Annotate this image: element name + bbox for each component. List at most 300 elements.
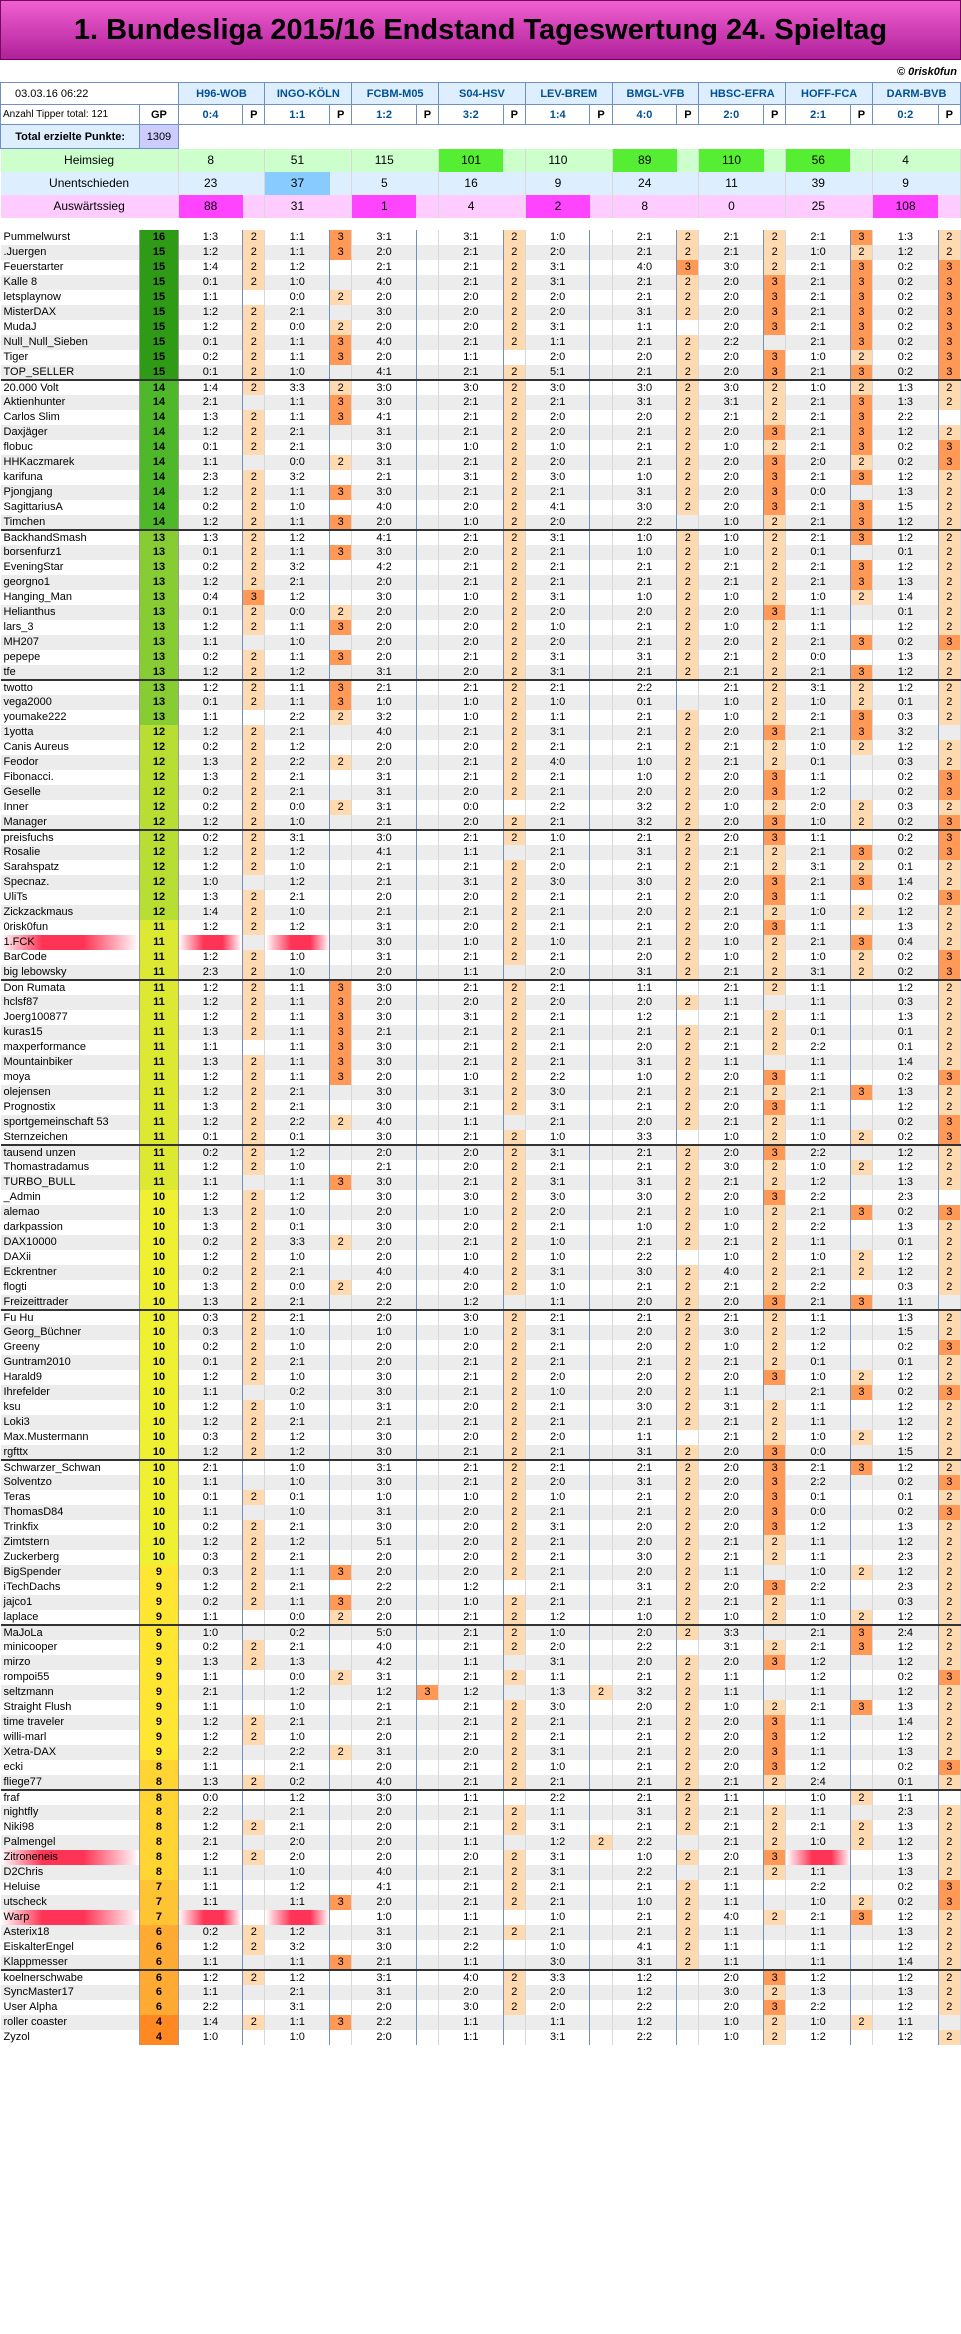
points-value bbox=[330, 635, 352, 650]
tip-value: 2:0 bbox=[352, 1280, 417, 1295]
points-value bbox=[590, 305, 612, 320]
tip-value: 1:0 bbox=[612, 1610, 677, 1625]
points-value bbox=[590, 1400, 612, 1415]
points-value bbox=[590, 1745, 612, 1760]
points-value: 2 bbox=[677, 1820, 699, 1835]
points-value: 3 bbox=[330, 980, 352, 995]
points-value bbox=[416, 1475, 438, 1490]
points-value bbox=[330, 785, 352, 800]
tip-value: 1:4 bbox=[873, 590, 939, 605]
points-value: 2 bbox=[850, 380, 872, 395]
tipper-name: 0risk0fun bbox=[1, 920, 140, 935]
points-value: 2 bbox=[764, 710, 786, 725]
tipper-name: roller coaster bbox=[1, 2015, 140, 2030]
points-value: 2 bbox=[938, 1640, 960, 1655]
tip-value: 3:0 bbox=[352, 935, 417, 950]
table-row bbox=[1, 620, 961, 635]
points-value: 2 bbox=[764, 1025, 786, 1040]
tip-value: 2:1 bbox=[612, 1145, 677, 1160]
points-value bbox=[330, 305, 352, 320]
points-value: 2 bbox=[503, 530, 525, 545]
points-value bbox=[590, 1580, 612, 1595]
points-value: 2 bbox=[764, 2030, 786, 2045]
table-row bbox=[1, 800, 961, 815]
gap-cell bbox=[352, 218, 417, 230]
tip-value: 0:2 bbox=[873, 950, 939, 965]
points-value: 2 bbox=[764, 1205, 786, 1220]
gp-value: 12 bbox=[140, 845, 178, 860]
points-value bbox=[677, 2000, 699, 2015]
points-value: 3 bbox=[764, 1580, 786, 1595]
tip-value: 3:0 bbox=[699, 1985, 764, 2000]
points-value bbox=[590, 1130, 612, 1145]
tip-value: 1:3 bbox=[873, 650, 939, 665]
points-value bbox=[590, 665, 612, 680]
tip-value: 0:0 bbox=[786, 650, 851, 665]
stat-row bbox=[1, 149, 961, 172]
tip-value: 2:1 bbox=[525, 1115, 590, 1130]
gp-value: 9 bbox=[140, 1745, 178, 1760]
tip-value: 0:1 bbox=[786, 545, 851, 560]
table-row bbox=[1, 1670, 961, 1685]
points-value bbox=[590, 1925, 612, 1940]
tip-value: 1:2 bbox=[873, 1535, 939, 1550]
tip-value: 1:2 bbox=[178, 320, 243, 335]
tip-value: 1:3 bbox=[178, 1775, 243, 1790]
gp-value: 15 bbox=[140, 365, 178, 380]
gp-value: 14 bbox=[140, 380, 178, 395]
points-value bbox=[850, 1955, 872, 1970]
tip-value: 1:0 bbox=[352, 1490, 417, 1505]
tip-value: 2:2 bbox=[786, 1220, 851, 1235]
points-value bbox=[416, 1730, 438, 1745]
tip-value: 3:1 bbox=[612, 1805, 677, 1820]
points-value bbox=[590, 1430, 612, 1445]
tip-value: 1:0 bbox=[352, 1325, 417, 1340]
table-row bbox=[1, 860, 961, 875]
tipper-name: User Alpha bbox=[1, 2000, 140, 2015]
points-value: 2 bbox=[243, 1730, 265, 1745]
tip-value: 3:0 bbox=[352, 1520, 417, 1535]
tip-value: 1:3 bbox=[178, 770, 243, 785]
tip-value: 2:1 bbox=[265, 1265, 330, 1280]
tip-value: 1:2 bbox=[873, 1835, 939, 1850]
gp-value: 8 bbox=[140, 1820, 178, 1835]
tip-value: 2:1 bbox=[525, 575, 590, 590]
tip-value: 2:1 bbox=[612, 1205, 677, 1220]
tip-value: 3:1 bbox=[525, 1175, 590, 1190]
tip-value: 2:1 bbox=[265, 1550, 330, 1565]
points-value bbox=[330, 1445, 352, 1460]
tip-value: 2:1 bbox=[699, 905, 764, 920]
points-value bbox=[416, 1355, 438, 1370]
tip-value: 2:0 bbox=[699, 500, 764, 515]
tip-value: 1:2 bbox=[873, 680, 939, 695]
tip-value: 1:2 bbox=[786, 785, 851, 800]
tip-value: 1:0 bbox=[786, 380, 851, 395]
points-value bbox=[416, 305, 438, 320]
tip-value: 2:1 bbox=[525, 1925, 590, 1940]
tip-value: 1:2 bbox=[873, 1145, 939, 1160]
points-value bbox=[416, 1430, 438, 1445]
points-value: 2 bbox=[938, 530, 960, 545]
table-row bbox=[1, 1850, 961, 1865]
tipper-name: Heluise bbox=[1, 1880, 140, 1895]
points-value bbox=[590, 890, 612, 905]
tip-value: 2:2 bbox=[439, 1940, 504, 1955]
points-value bbox=[330, 725, 352, 740]
tip-value: 2:2 bbox=[265, 1115, 330, 1130]
tip-value: 2:1 bbox=[525, 1340, 590, 1355]
gp-value: 10 bbox=[140, 1340, 178, 1355]
tipper-name: pepepe bbox=[1, 650, 140, 665]
tip-value: 2:1 bbox=[525, 1460, 590, 1475]
tip-value: 0:0 bbox=[439, 800, 504, 815]
tip-value: 2:2 bbox=[786, 1040, 851, 1055]
points-value bbox=[590, 1910, 612, 1925]
tip-value: 3:0 bbox=[525, 470, 590, 485]
points-value: 2 bbox=[677, 1805, 699, 1820]
tip-value: 2:2 bbox=[786, 1880, 851, 1895]
tip-value: 0:3 bbox=[873, 1595, 939, 1610]
tip-value: 0:2 bbox=[873, 320, 939, 335]
tip-value: 2:0 bbox=[699, 1745, 764, 1760]
tip-value: 3:1 bbox=[439, 230, 504, 245]
match-result: 1:1 bbox=[265, 105, 330, 125]
points-value: 2 bbox=[677, 1760, 699, 1775]
points-value bbox=[677, 515, 699, 530]
gp-value: 11 bbox=[140, 1025, 178, 1040]
points-value: 2 bbox=[938, 1910, 960, 1925]
tip-value: 1:3 bbox=[265, 1655, 330, 1670]
tip-value: 2:0 bbox=[699, 1100, 764, 1115]
tip-value: 1:1 bbox=[178, 1040, 243, 1055]
gap-cell bbox=[503, 218, 525, 230]
tip-value: 2:0 bbox=[699, 470, 764, 485]
tip-value: 1:1 bbox=[265, 680, 330, 695]
tip-value: 0:2 bbox=[873, 305, 939, 320]
table-row bbox=[1, 1580, 961, 1595]
tip-value: 1:2 bbox=[265, 665, 330, 680]
tip-value: 1:2 bbox=[873, 470, 939, 485]
points-value bbox=[243, 1475, 265, 1490]
points-value: 2 bbox=[330, 1115, 352, 1130]
tip-value: 2:1 bbox=[612, 1760, 677, 1775]
tip-value: 2:0 bbox=[439, 500, 504, 515]
points-value: 2 bbox=[677, 920, 699, 935]
points-value: 3 bbox=[764, 1100, 786, 1115]
tipper-name: Klappmesser bbox=[1, 1955, 140, 1970]
tip-value: 1:0 bbox=[525, 230, 590, 245]
tip-value: 2:1 bbox=[699, 245, 764, 260]
tip-value: 2:1 bbox=[439, 1625, 504, 1640]
points-value: 2 bbox=[503, 1850, 525, 1865]
tip-value: 1:2 bbox=[265, 1445, 330, 1460]
tip-value: 3:0 bbox=[352, 380, 417, 395]
tipper-name: BigSpender bbox=[1, 1565, 140, 1580]
points-value bbox=[590, 785, 612, 800]
tipper-name: twotto bbox=[1, 680, 140, 695]
tip-value: 1:0 bbox=[612, 755, 677, 770]
points-value bbox=[764, 1925, 786, 1940]
points-value bbox=[330, 1250, 352, 1265]
tip-value: 2:0 bbox=[352, 1895, 417, 1910]
points-value bbox=[330, 935, 352, 950]
points-value: 2 bbox=[850, 1820, 872, 1835]
points-value bbox=[850, 1145, 872, 1160]
gp-value: 10 bbox=[140, 1490, 178, 1505]
stat-spacer bbox=[416, 195, 438, 218]
points-value: 2 bbox=[938, 1565, 960, 1580]
points-value bbox=[330, 1100, 352, 1115]
points-value: 3 bbox=[850, 290, 872, 305]
tip-value: 1:2 bbox=[873, 1910, 939, 1925]
tip-value: 3:1 bbox=[525, 1325, 590, 1340]
points-value: 2 bbox=[503, 470, 525, 485]
points-value bbox=[416, 440, 438, 455]
points-value: 2 bbox=[764, 1325, 786, 1340]
tipper-name: Solventzo bbox=[1, 1475, 140, 1490]
points-value bbox=[590, 1895, 612, 1910]
tip-value: 2:1 bbox=[612, 1355, 677, 1370]
points-value: 2 bbox=[243, 1085, 265, 1100]
points-value: 2 bbox=[503, 815, 525, 830]
gp-value: 8 bbox=[140, 1865, 178, 1880]
table-row bbox=[1, 1445, 961, 1460]
points-value: 2 bbox=[764, 1160, 786, 1175]
tip-value: 1:2 bbox=[265, 1970, 330, 1985]
points-value: 2 bbox=[243, 1145, 265, 1160]
points-value: 2 bbox=[677, 1205, 699, 1220]
tip-value: 2:1 bbox=[439, 905, 504, 920]
stat-value: 39 bbox=[786, 172, 851, 195]
points-value: 2 bbox=[503, 1670, 525, 1685]
tip-value: 3:1 bbox=[699, 1640, 764, 1655]
points-value bbox=[590, 770, 612, 785]
tip-value: 3:0 bbox=[352, 1445, 417, 1460]
points-value bbox=[590, 965, 612, 980]
points-value bbox=[243, 710, 265, 725]
tip-value: 2:1 bbox=[612, 1025, 677, 1040]
points-value: 2 bbox=[938, 1220, 960, 1235]
tip-value: 1:3 bbox=[873, 230, 939, 245]
points-value: 2 bbox=[764, 545, 786, 560]
empty-cell bbox=[265, 125, 330, 149]
tip-value: 2:1 bbox=[612, 1730, 677, 1745]
points-value bbox=[677, 2015, 699, 2030]
tip-value: 3:1 bbox=[352, 1985, 417, 2000]
tip-value: 1:2 bbox=[178, 920, 243, 935]
tip-value: 1:0 bbox=[352, 695, 417, 710]
points-value bbox=[590, 1040, 612, 1055]
empty-cell bbox=[503, 125, 525, 149]
table-row bbox=[1, 1880, 961, 1895]
points-value bbox=[416, 560, 438, 575]
points-value bbox=[416, 410, 438, 425]
table-row bbox=[1, 1970, 961, 1985]
points-value: 3 bbox=[850, 875, 872, 890]
tip-value: 2:0 bbox=[352, 1595, 417, 1610]
points-value: 2 bbox=[503, 950, 525, 965]
points-value bbox=[590, 1100, 612, 1115]
tip-value: 2:1 bbox=[525, 1715, 590, 1730]
tip-value: 2:1 bbox=[699, 1820, 764, 1835]
tip-value: 3:1 bbox=[786, 680, 851, 695]
tip-value: 3:0 bbox=[525, 1955, 590, 1970]
points-value bbox=[416, 1100, 438, 1115]
tip-value: 2:1 bbox=[612, 230, 677, 245]
points-value: 2 bbox=[938, 1835, 960, 1850]
tip-value: 2:1 bbox=[352, 1715, 417, 1730]
points-value bbox=[850, 1115, 872, 1130]
tip-value: 1:0 bbox=[786, 1160, 851, 1175]
points-value: 2 bbox=[764, 440, 786, 455]
tip-value: 0:2 bbox=[873, 290, 939, 305]
points-value: 2 bbox=[764, 650, 786, 665]
points-value: 2 bbox=[938, 1100, 960, 1115]
points-value: 2 bbox=[938, 1955, 960, 1970]
tip-value: 1:0 bbox=[786, 245, 851, 260]
tipper-name: utscheck bbox=[1, 1895, 140, 1910]
points-value bbox=[503, 350, 525, 365]
points-value: 2 bbox=[677, 755, 699, 770]
points-value: 2 bbox=[764, 1610, 786, 1625]
tip-value: 2:1 bbox=[525, 785, 590, 800]
tip-value: 2:1 bbox=[439, 260, 504, 275]
gp-value: 14 bbox=[140, 500, 178, 515]
points-value bbox=[764, 1940, 786, 1955]
tip-value: 0:1 bbox=[873, 1490, 939, 1505]
points-value: 2 bbox=[503, 620, 525, 635]
points-value: 2 bbox=[503, 1595, 525, 1610]
points-value bbox=[416, 905, 438, 920]
gap-cell bbox=[764, 218, 786, 230]
tip-value: 1:0 bbox=[525, 1760, 590, 1775]
tip-value: 1:0 bbox=[439, 1325, 504, 1340]
points-value: 2 bbox=[938, 1430, 960, 1445]
points-value: 2 bbox=[243, 1940, 265, 1955]
points-value: 2 bbox=[677, 275, 699, 290]
tip-value: 0:2 bbox=[178, 1340, 243, 1355]
table-row bbox=[1, 815, 961, 830]
tip-value: 3:0 bbox=[352, 1190, 417, 1205]
tip-value: 2:0 bbox=[352, 1145, 417, 1160]
points-value: 2 bbox=[330, 800, 352, 815]
tip-value: 2:1 bbox=[439, 1760, 504, 1775]
tipper-name: georgno1 bbox=[1, 575, 140, 590]
tip-value: 2:1 bbox=[525, 1025, 590, 1040]
tip-value: 2:2 bbox=[612, 2030, 677, 2045]
points-value bbox=[330, 1760, 352, 1775]
points-value bbox=[330, 1310, 352, 1325]
total-points-row bbox=[1, 125, 961, 149]
points-value: 2 bbox=[243, 230, 265, 245]
points-value bbox=[590, 1190, 612, 1205]
stat-spacer bbox=[677, 149, 699, 172]
stat-spacer bbox=[677, 195, 699, 218]
gp-value: 15 bbox=[140, 260, 178, 275]
points-value bbox=[416, 245, 438, 260]
gp-value: 10 bbox=[140, 1520, 178, 1535]
tip-value: 2:0 bbox=[612, 1700, 677, 1715]
tipper-name: vega2000 bbox=[1, 695, 140, 710]
table-row bbox=[1, 425, 961, 440]
tip-value: 2:0 bbox=[352, 1340, 417, 1355]
points-value bbox=[590, 1940, 612, 1955]
points-value bbox=[416, 1820, 438, 1835]
tip-value: 0:1 bbox=[873, 1235, 939, 1250]
points-value: 3 bbox=[330, 410, 352, 425]
gp-value: 13 bbox=[140, 635, 178, 650]
tip-value: 2:3 bbox=[873, 1580, 939, 1595]
points-value bbox=[416, 350, 438, 365]
points-value bbox=[330, 1205, 352, 1220]
tipper-name: Geselle bbox=[1, 785, 140, 800]
points-value: 3 bbox=[330, 650, 352, 665]
tip-value: 1:2 bbox=[265, 260, 330, 275]
points-value: 2 bbox=[677, 1040, 699, 1055]
tip-value: 2:1 bbox=[699, 1040, 764, 1055]
points-value: 3 bbox=[850, 410, 872, 425]
tip-value: 2:0 bbox=[265, 1850, 330, 1865]
tip-value: 1:2 bbox=[178, 1730, 243, 1745]
points-value bbox=[416, 1310, 438, 1325]
points-value: 2 bbox=[938, 500, 960, 515]
tip-value: 5:1 bbox=[525, 365, 590, 380]
tip-value: 1:2 bbox=[786, 1730, 851, 1745]
points-value bbox=[416, 1265, 438, 1280]
points-value: 3 bbox=[938, 335, 960, 350]
gp-value: 12 bbox=[140, 830, 178, 845]
tip-value: 1:0 bbox=[699, 1205, 764, 1220]
tip-value: 2:0 bbox=[352, 1850, 417, 1865]
tip-value: 3:0 bbox=[352, 545, 417, 560]
tipper-name: Teras bbox=[1, 1490, 140, 1505]
points-value bbox=[330, 1085, 352, 1100]
points-value bbox=[416, 605, 438, 620]
points-value bbox=[590, 935, 612, 950]
tip-value: 1:0 bbox=[699, 590, 764, 605]
tip-value: 2:0 bbox=[612, 605, 677, 620]
tip-value: 1:0 bbox=[525, 620, 590, 635]
table-row bbox=[1, 1685, 961, 1700]
tip-value: 1:0 bbox=[612, 545, 677, 560]
tip-value: 2:1 bbox=[352, 875, 417, 890]
points-value bbox=[243, 935, 265, 950]
tip-value: 2:0 bbox=[439, 1400, 504, 1415]
points-value bbox=[590, 425, 612, 440]
tip-value: 1:2 bbox=[873, 2000, 939, 2015]
points-value bbox=[850, 1595, 872, 1610]
tip-value: 3:0 bbox=[612, 875, 677, 890]
tip-value: 2:0 bbox=[352, 995, 417, 1010]
points-value: 2 bbox=[330, 1280, 352, 1295]
stat-value: 110 bbox=[699, 149, 764, 172]
gp-value: 11 bbox=[140, 1055, 178, 1070]
points-value: 2 bbox=[243, 1850, 265, 1865]
tip-value: 2:1 bbox=[699, 965, 764, 980]
points-value bbox=[590, 530, 612, 545]
points-value: 2 bbox=[677, 770, 699, 785]
tip-value: 2:1 bbox=[439, 1385, 504, 1400]
tip-value: 1:1 bbox=[786, 1865, 851, 1880]
stat-spacer bbox=[764, 172, 786, 195]
points-value: 2 bbox=[503, 1145, 525, 1160]
points-value: 2 bbox=[503, 1325, 525, 1340]
gp-value: 9 bbox=[140, 1625, 178, 1640]
points-value: 2 bbox=[243, 1970, 265, 1985]
points-value: 3 bbox=[330, 1895, 352, 1910]
